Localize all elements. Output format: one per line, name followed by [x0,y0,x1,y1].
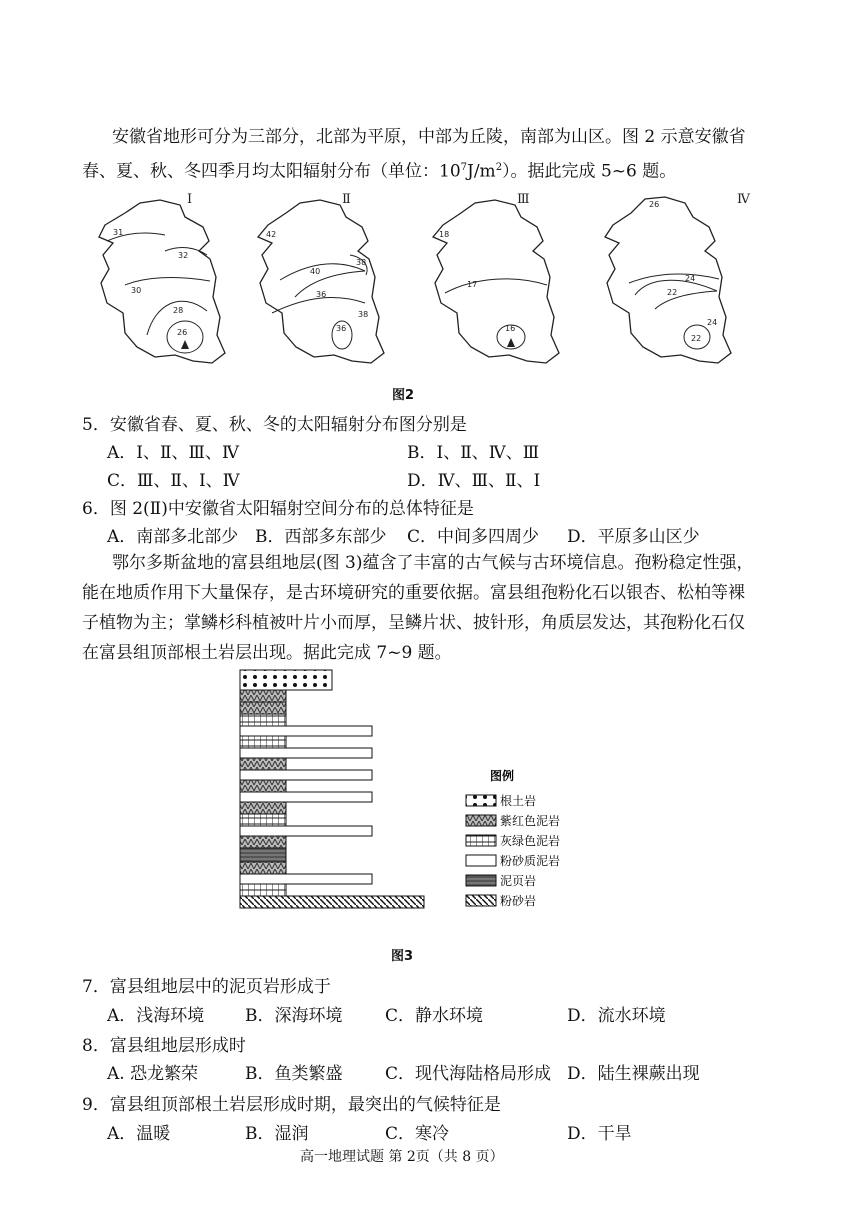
stratum-grey [240,814,286,826]
intro-line-2-suffix: ）。据此完成 5~6 题。 [502,161,677,182]
map-I-label: Ⅰ [187,192,193,207]
page-footer: 高一地理试题 第 2页（共 8 页） [300,1149,504,1165]
legend [466,793,560,908]
map-III-outline [433,200,559,363]
question-9-option-d[interactable]: D．干旱 [567,1124,632,1144]
intro-line-2 [82,153,676,187]
map-III-label: Ⅲ [517,192,530,207]
stratum-silt [240,874,372,884]
stratum-grey [240,736,286,748]
map-I-value: 32 [178,251,189,260]
stratum-shale [240,848,286,862]
map-I-isoline-30 [125,278,210,285]
map-IV-label: Ⅳ [737,192,750,207]
stratum-silt [240,792,372,802]
question-8-option-a[interactable]: A. 恐龙繁荣 [107,1064,199,1084]
question-5-option-c[interactable]: C．Ⅲ、Ⅱ、Ⅰ、Ⅳ [107,471,240,491]
question-7-option-a[interactable]: A．浅海环境 [107,1006,205,1026]
map-II-value: 38 [358,310,369,319]
map-II-value: 42 [266,230,277,239]
question-5-option-a[interactable]: A．Ⅰ、Ⅱ、Ⅲ、Ⅳ [107,443,239,463]
stratum-purple [240,802,286,814]
intro-line-2-prefix: 春、夏、秋、冬四季月均太阳辐射分布（单位：10 [82,161,461,182]
map-I-value: 30 [131,286,142,295]
map-IV [605,192,751,363]
map-I-value: 28 [173,306,184,315]
question-5-stem: 5．安徽省春、夏、秋、冬的太阳辐射分布图分别是 [82,415,467,435]
legend-swatch-shale [466,875,496,886]
stratum-purple [240,690,286,702]
stratum-root [240,670,332,690]
question-9-stem: 9．富县组顶部根土岩层形成时期，最突出的气候特征是 [82,1095,501,1115]
question-9-option-b[interactable]: B．湿润 [245,1124,309,1144]
stratum-grey [240,884,286,896]
legend-label-silt: 粉砂质泥岩 [500,854,561,868]
map-II-value: 38 [356,258,367,267]
question-7-option-d[interactable]: D．流水环境 [567,1006,666,1026]
question-6-option-b[interactable]: B．西部多东部少 [255,527,387,547]
figure-3-strata [230,665,580,930]
stratum-silt [240,826,372,836]
legend-swatch-grey [466,835,496,846]
intro2-line-4: 在富县组顶部根土岩层出现。据此完成 7~9 题。 [82,643,452,663]
map-I-outline [99,200,225,363]
map-IV-isoline-24 [629,274,719,283]
map-IV-value: 24 [685,274,696,283]
question-8-stem: 8．富县组地层形成时 [82,1036,246,1056]
map-IV-value: 24 [707,318,718,327]
map-II [258,192,384,363]
map-IV-value: 22 [667,288,678,297]
map-II-value: 36 [316,290,327,299]
stratum-sand [240,896,424,908]
map-II-value: 40 [310,267,321,276]
question-5-option-d[interactable]: D．Ⅳ、Ⅲ、Ⅱ、Ⅰ [407,471,541,491]
legend-label-grey: 灰绿色泥岩 [500,834,561,848]
question-8-option-c[interactable]: C．现代海陆格局形成 [385,1064,552,1084]
figure-2-caption: 图2 [392,388,415,403]
question-5-option-b[interactable]: B．Ⅰ、Ⅱ、Ⅳ、Ⅲ [407,443,540,463]
map-II-outline [258,200,384,363]
question-6-option-d[interactable]: D．平原多山区少 [567,527,700,547]
map-I [99,192,225,363]
mountain-icon [507,338,515,347]
question-9-option-a[interactable]: A．温暖 [107,1124,171,1144]
question-8-option-b[interactable]: B．鱼类繁盛 [245,1064,343,1084]
legend-label-root: 根土岩 [500,794,537,808]
stratum-purple [240,780,286,792]
map-IV-value: 26 [649,200,660,209]
question-7-stem: 7．富县组地层中的泥页岩形成于 [82,977,331,997]
question-9-option-c[interactable]: C．寒冷 [385,1124,450,1144]
mountain-icon [181,340,189,349]
unit-exponent-2: 2 [495,162,503,173]
map-II-value: 36 [336,324,347,333]
map-III-value: 16 [505,324,516,333]
figure-2-maps [85,185,765,385]
strata-column [240,670,424,908]
map-II-isoline-36 [272,298,365,313]
stratum-silt [240,726,372,736]
legend-swatch-silt [466,855,496,866]
map-II-label: Ⅱ [342,192,351,207]
intro2-line-3: 子植物为主；掌鳞杉科植被叶片小而厚，呈鳞片状、披针形，角质层发达，其孢粉化石仅 [82,613,745,633]
map-III-isoline-17 [445,279,547,293]
unit-text: J/m [467,161,496,182]
map-I-value: 26 [177,328,188,337]
legend-label-shale: 泥页岩 [500,874,537,888]
stratum-grey [240,714,286,726]
map-I-value: 31 [113,228,124,237]
intro-line-1: 安徽省地形可分为三部分，北部为平原，中部为丘陵，南部为山区。图 2 示意安徽省 [112,127,746,147]
legend-swatch-sand [466,895,496,906]
intro2-line-2: 能在地质作用下大量保存，是古环境研究的重要依据。富县组孢粉化石以银杏、松柏等裸 [82,583,745,603]
question-6-stem: 6．图 2(Ⅱ)中安徽省太阳辐射空间分布的总体特征是 [82,499,474,519]
question-6-option-a[interactable]: A．南部多北部少 [107,527,239,547]
intro2-line-1: 鄂尔多斯盆地的富县组地层(图 3)蕴含了丰富的古气候与古环境信息。孢粉稳定性强， [112,553,754,573]
question-6-option-c[interactable]: C．中间多四周少 [407,527,540,547]
question-7-option-b[interactable]: B．深海环境 [245,1006,343,1026]
figure-3-caption: 图3 [391,949,414,964]
map-III-value: 18 [439,230,450,239]
legend-swatch-purple [466,815,496,826]
stratum-purple [240,758,286,770]
map-IV-value: 22 [691,334,702,343]
question-8-option-d[interactable]: D．陆生裸蕨出现 [567,1064,700,1084]
stratum-purple [240,862,286,874]
stratum-purple [240,836,286,848]
legend-label-purple: 紫红色泥岩 [500,814,561,828]
map-III [433,192,559,363]
stratum-silt [240,770,372,780]
map-III-value: 17 [467,280,478,289]
legend-title: 图例 [490,769,515,783]
legend-label-sand: 粉砂岩 [500,894,537,908]
stratum-purple [240,702,286,714]
unit-exponent: 7 [460,162,468,173]
question-7-option-c[interactable]: C．静水环境 [385,1006,484,1026]
legend-swatch-root [466,795,496,806]
stratum-silt [240,748,372,758]
